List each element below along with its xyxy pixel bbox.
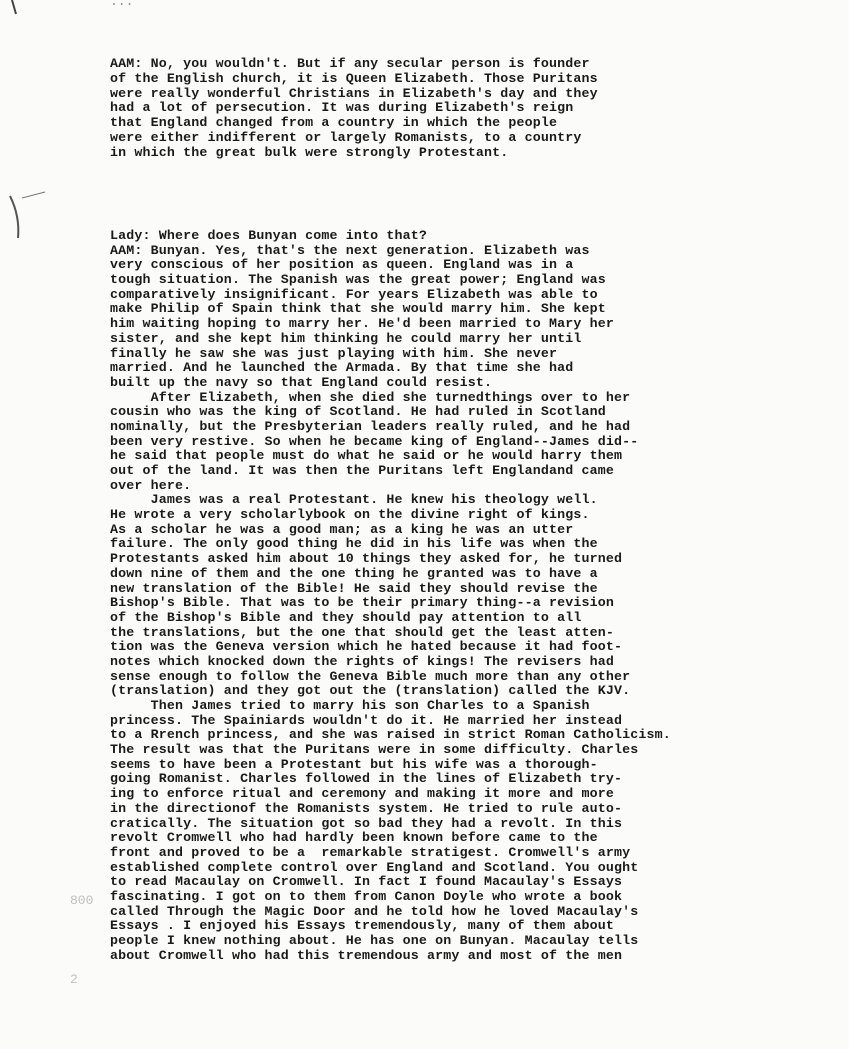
text-line: he said that people must do what he said or he would harry them [110,448,623,464]
text-line: people I knew nothing about. He has one on Bunyan. Macaulay tells [110,933,639,949]
paragraph-bunyan-question [110,229,849,963]
text-line: in the directionof the Romanists system. He tried to rule auto- [110,800,623,816]
text-line: princess. The Spainiards wouldn't do it. He married her instead [110,712,623,728]
text-line: of the English church, it is Queen Elizabeth. Those Puritans [110,71,598,87]
text-line: nominally, but the Presbyterian leaders really ruled, and he had [110,418,631,434]
text-line: James was a real Protestant. He knew his theology well. [110,492,598,508]
text-line: comparatively insignificant. For years Elizabeth was able to [110,286,598,302]
text-line: very conscious of her position as queen. England was in a [110,257,574,273]
text-line: seems to have been a Protestant but his wife was a thorough- [110,756,598,772]
margin-number-b: 2 [70,972,78,987]
top-corner-mark [6,0,26,20]
text-line: notes which knocked down the rights of kings! The revisers had [110,653,615,669]
text-line: to read Macaulay on Cromwell. In fact I found Macaulay's Essays [110,874,623,890]
text-line: out of the land. It was then the Puritans left Englandand came [110,463,615,479]
text-line: to a Rrench princess, and she was raised in strict Roman Catholicism. [110,727,671,743]
text-line: cratically. The situation got so bad they had a revolt. In this [110,815,623,831]
text-line: The result was that the Puritans were in some difficulty. Charles [110,742,639,758]
text-line: tough situation. The Spanish was the great power; England was [110,272,606,288]
text-line: finally he saw she was just playing with him. She never [110,345,558,361]
text-line: been very restive. So when he became king of England--James did-- [110,433,639,449]
text-line: Lady: Where does Bunyan come into that? [110,228,428,244]
cut-off-header: ... [110,0,134,9]
text-line: going Romanist. Charles followed in the lines of Elizabeth try- [110,771,623,787]
text-line: were really wonderful Christians in Elizabeth's day and they [110,85,598,101]
text-line: tion was the Geneva version which he hated because it had foot- [110,639,623,655]
text-line: over here. [110,477,192,493]
text-line: had a lot of persecution. It was during Elizabeth's reign [110,100,574,116]
text-line: called Through the Magic Door and he told how he loved Macaulay's [110,903,639,919]
text-line: new translation of the Bible! He said they should revise the [110,580,598,596]
text-line: AAM: No, you wouldn't. But if any secular person is founder [110,56,590,72]
margin-smudge-mark [0,188,60,248]
text-line: that England changed from a country in which the people [110,115,558,131]
transcript-body [110,28,849,993]
text-line: the translations, but the one that should get the least atten- [110,624,615,640]
text-line: married. And he launched the Armada. By that time she had [110,360,574,376]
text-line: were either indifferent or largely Romanists, to a country [110,129,582,145]
text-line: Bishop's Bible. That was to be their primary thing--a revision [110,595,615,611]
text-line: revolt Cromwell who had hardly been known before came to the [110,830,598,846]
text-line: (translation) and they got out the (translation) called the KJV. [110,683,631,699]
text-line: AAM: Bunyan. Yes, that's the next generation. Elizabeth was [110,242,590,258]
text-line: fascinating. I got on to them from Canon Doyle who wrote a book [110,888,623,904]
text-line: built up the navy so that England could resist. [110,374,493,390]
text-line: Protestants asked him about 10 things they asked for, he turned [110,551,623,567]
text-line: failure. The only good thing he did in his life was when the [110,536,598,552]
text-line: sense enough to follow the Geneva Bible much more than any other [110,668,631,684]
text-line: As a scholar he was a good man; as a king he was an utter [110,521,574,537]
text-line: ing to enforce ritual and ceremony and making it more and more [110,786,615,802]
text-line: down nine of them and the one thing he granted was to have a [110,565,598,581]
text-line: Essays . I enjoyed his Essays tremendously, many of them about [110,918,615,934]
text-line: sister, and she kept him thinking he could marry her until [110,330,582,346]
text-line: After Elizabeth, when she died she turnedthings over to her [110,389,631,405]
text-line: in which the great bulk were strongly Protestant. [110,144,509,160]
paragraph-gap [110,190,849,200]
paragraph-aam-elizabeth [110,57,849,160]
text-line: established complete control over England and Scotland. You ought [110,859,639,875]
text-line: make Philip of Spain think that she would marry him. She kept [110,301,606,317]
text-line: front and proved to be a remarkable stratigest. Cromwell's army [110,844,631,860]
text-line: cousin who was the king of Scotland. He had ruled in Scotland [110,404,606,420]
text-line: of the Bishop's Bible and they should pay attention to all [110,609,582,625]
text-line: about Cromwell who had this tremendous army and most of the men [110,947,623,963]
text-line: him waiting hoping to marry her. He'd been married to Mary her [110,316,615,332]
text-line: He wrote a very scholarlybook on the divine right of kings. [110,507,590,523]
margin-number-a: 800 [70,893,94,908]
text-line: Then James tried to marry his son Charles to a Spanish [110,698,590,714]
